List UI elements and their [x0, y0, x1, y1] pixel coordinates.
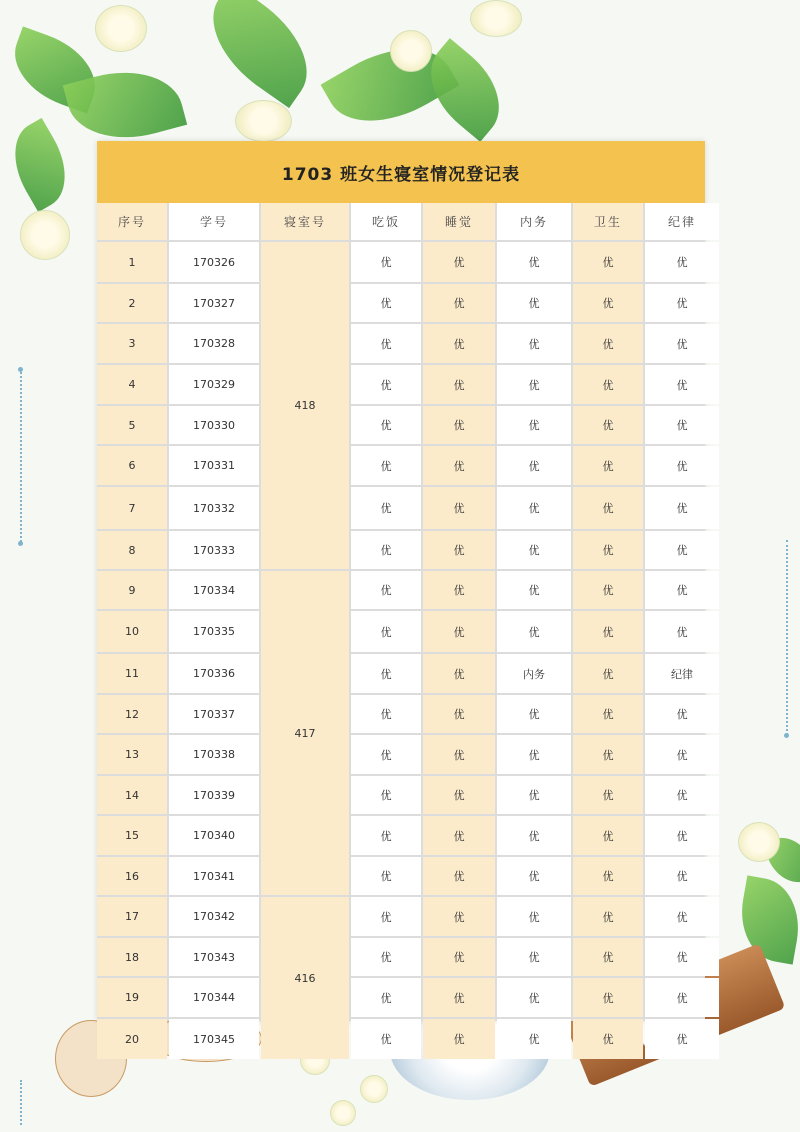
dot-decoration — [784, 733, 789, 738]
dot-decoration — [18, 541, 23, 546]
score-cell: 优 — [573, 816, 643, 855]
score-cell: 优 — [645, 897, 719, 936]
score-cell: 优 — [497, 531, 571, 569]
score-cell: 优 — [497, 446, 571, 485]
score-cell: 优 — [351, 695, 421, 733]
score-cell: 内务 — [497, 654, 571, 693]
student-id-cell: 170335 — [169, 611, 259, 652]
score-cell: 优 — [497, 1019, 571, 1059]
score-cell: 优 — [645, 487, 719, 529]
header-discipline: 纪律 — [645, 203, 719, 240]
score-cell: 优 — [423, 242, 495, 282]
row-number-cell: 7 — [97, 487, 167, 529]
header-eating: 吃饭 — [351, 203, 421, 240]
score-cell: 优 — [423, 857, 495, 895]
student-id-cell: 170328 — [169, 324, 259, 363]
room-number-cell: 418 — [261, 242, 349, 569]
score-cell: 优 — [573, 1019, 643, 1059]
score-cell: 优 — [573, 611, 643, 652]
header-sleeping: 睡觉 — [423, 203, 495, 240]
score-cell: 优 — [497, 284, 571, 322]
student-id-cell: 170336 — [169, 654, 259, 693]
header-room: 寝室号 — [261, 203, 349, 240]
score-cell: 优 — [351, 446, 421, 485]
score-cell: 优 — [351, 735, 421, 774]
leaf-decoration — [0, 118, 82, 212]
student-id-cell: 170327 — [169, 284, 259, 322]
score-cell: 优 — [497, 816, 571, 855]
student-id-cell: 170343 — [169, 938, 259, 976]
jasmine-flower-icon — [235, 100, 292, 142]
score-cell: 优 — [573, 654, 643, 693]
header-student-id: 学号 — [169, 203, 259, 240]
score-cell: 优 — [573, 938, 643, 976]
header-no: 序号 — [97, 203, 167, 240]
score-cell: 优 — [351, 938, 421, 976]
score-cell: 优 — [423, 695, 495, 733]
score-cell: 优 — [645, 365, 719, 404]
room-number-cell: 416 — [261, 897, 349, 1059]
score-cell: 优 — [423, 531, 495, 569]
score-cell: 优 — [645, 695, 719, 733]
registration-table — [97, 203, 705, 1046]
score-cell: 优 — [423, 654, 495, 693]
score-cell: 优 — [573, 735, 643, 774]
score-cell: 优 — [497, 242, 571, 282]
row-number-cell: 18 — [97, 938, 167, 976]
score-cell: 优 — [497, 938, 571, 976]
score-cell: 优 — [497, 897, 571, 936]
score-cell: 优 — [645, 1019, 719, 1059]
score-cell: 优 — [573, 365, 643, 404]
score-cell: 优 — [573, 531, 643, 569]
score-cell: 优 — [351, 816, 421, 855]
score-cell: 优 — [423, 446, 495, 485]
row-number-cell: 20 — [97, 1019, 167, 1059]
student-id-cell: 170341 — [169, 857, 259, 895]
jasmine-flower-icon — [738, 822, 780, 862]
header-hygiene: 卫生 — [573, 203, 643, 240]
score-cell: 优 — [423, 406, 495, 444]
score-cell: 优 — [497, 776, 571, 814]
score-cell: 优 — [573, 857, 643, 895]
score-cell: 优 — [423, 571, 495, 609]
score-cell: 优 — [645, 978, 719, 1017]
score-cell: 优 — [645, 531, 719, 569]
score-cell: 优 — [645, 446, 719, 485]
score-cell: 优 — [351, 406, 421, 444]
score-cell: 优 — [351, 611, 421, 652]
student-id-cell: 170330 — [169, 406, 259, 444]
row-number-cell: 3 — [97, 324, 167, 363]
student-id-cell: 170334 — [169, 571, 259, 609]
score-cell: 优 — [645, 857, 719, 895]
score-cell: 优 — [423, 365, 495, 404]
student-id-cell: 170340 — [169, 816, 259, 855]
row-number-cell: 11 — [97, 654, 167, 693]
student-id-cell: 170326 — [169, 242, 259, 282]
table-title-bar — [97, 141, 705, 203]
dotted-line-decoration — [20, 372, 22, 542]
student-id-cell: 170342 — [169, 897, 259, 936]
score-cell: 优 — [573, 776, 643, 814]
student-id-cell: 170329 — [169, 365, 259, 404]
score-cell: 优 — [351, 284, 421, 322]
student-id-cell: 170331 — [169, 446, 259, 485]
score-cell: 优 — [645, 571, 719, 609]
row-number-cell: 10 — [97, 611, 167, 652]
score-cell: 优 — [497, 978, 571, 1017]
score-cell: 优 — [423, 938, 495, 976]
score-cell: 优 — [351, 242, 421, 282]
room-number-cell: 417 — [261, 571, 349, 895]
dotted-line-decoration — [20, 1080, 22, 1125]
row-number-cell: 19 — [97, 978, 167, 1017]
score-cell: 优 — [351, 531, 421, 569]
score-cell: 优 — [497, 324, 571, 363]
score-cell: 优 — [423, 1019, 495, 1059]
score-cell: 优 — [351, 978, 421, 1017]
score-cell: 优 — [573, 284, 643, 322]
dormitory-registration-table-card — [97, 141, 705, 1046]
score-cell: 优 — [497, 695, 571, 733]
row-number-cell: 12 — [97, 695, 167, 733]
student-id-cell: 170332 — [169, 487, 259, 529]
score-cell: 优 — [497, 406, 571, 444]
score-cell: 优 — [573, 487, 643, 529]
score-cell: 优 — [645, 284, 719, 322]
score-cell: 优 — [573, 897, 643, 936]
table-title: 1703 班女生寝室情况登记表 — [281, 164, 521, 185]
score-cell: 优 — [573, 446, 643, 485]
score-cell: 优 — [645, 406, 719, 444]
score-cell: 优 — [351, 776, 421, 814]
row-number-cell: 6 — [97, 446, 167, 485]
score-cell: 优 — [423, 735, 495, 774]
score-cell: 优 — [645, 735, 719, 774]
jasmine-flower-icon — [390, 30, 432, 72]
score-cell: 优 — [423, 284, 495, 322]
student-id-cell: 170344 — [169, 978, 259, 1017]
score-cell: 优 — [497, 735, 571, 774]
row-number-cell: 4 — [97, 365, 167, 404]
student-id-cell: 170339 — [169, 776, 259, 814]
jasmine-flower-icon — [95, 5, 147, 52]
score-cell: 优 — [351, 324, 421, 363]
score-cell: 优 — [573, 242, 643, 282]
score-cell: 优 — [423, 324, 495, 363]
score-cell: 优 — [573, 571, 643, 609]
header-housekeeping: 内务 — [497, 203, 571, 240]
jasmine-flower-icon — [360, 1075, 388, 1103]
student-id-cell: 170333 — [169, 531, 259, 569]
score-cell: 优 — [573, 324, 643, 363]
row-number-cell: 5 — [97, 406, 167, 444]
row-number-cell: 16 — [97, 857, 167, 895]
score-cell: 优 — [351, 1019, 421, 1059]
score-cell: 优 — [351, 857, 421, 895]
score-cell: 优 — [573, 695, 643, 733]
score-cell: 优 — [351, 897, 421, 936]
jasmine-flower-icon — [470, 0, 522, 37]
score-cell: 优 — [645, 324, 719, 363]
row-number-cell: 1 — [97, 242, 167, 282]
score-cell: 优 — [497, 487, 571, 529]
row-number-cell: 8 — [97, 531, 167, 569]
score-cell: 优 — [497, 857, 571, 895]
score-cell: 优 — [573, 978, 643, 1017]
score-cell: 优 — [423, 897, 495, 936]
student-id-cell: 170345 — [169, 1019, 259, 1059]
row-number-cell: 2 — [97, 284, 167, 322]
student-id-cell: 170338 — [169, 735, 259, 774]
score-cell: 优 — [573, 406, 643, 444]
score-cell: 优 — [423, 611, 495, 652]
score-cell: 优 — [645, 776, 719, 814]
score-cell: 优 — [497, 365, 571, 404]
dot-decoration — [18, 367, 23, 372]
student-id-cell: 170337 — [169, 695, 259, 733]
dotted-line-decoration — [786, 540, 788, 735]
score-cell: 优 — [351, 365, 421, 404]
score-cell: 优 — [497, 611, 571, 652]
score-cell: 优 — [423, 978, 495, 1017]
leaf-decoration — [191, 0, 329, 108]
score-cell: 优 — [351, 654, 421, 693]
jasmine-flower-icon — [330, 1100, 356, 1126]
row-number-cell: 9 — [97, 571, 167, 609]
score-cell: 优 — [423, 487, 495, 529]
score-cell: 优 — [423, 816, 495, 855]
score-cell: 优 — [351, 571, 421, 609]
score-cell: 优 — [351, 487, 421, 529]
score-cell: 优 — [645, 938, 719, 976]
row-number-cell: 15 — [97, 816, 167, 855]
score-cell: 优 — [645, 242, 719, 282]
score-cell: 优 — [423, 776, 495, 814]
row-number-cell: 14 — [97, 776, 167, 814]
jasmine-flower-icon — [20, 210, 70, 260]
row-number-cell: 17 — [97, 897, 167, 936]
score-cell: 优 — [645, 816, 719, 855]
score-cell: 优 — [645, 611, 719, 652]
score-cell: 优 — [497, 571, 571, 609]
score-cell: 纪律 — [645, 654, 719, 693]
row-number-cell: 13 — [97, 735, 167, 774]
